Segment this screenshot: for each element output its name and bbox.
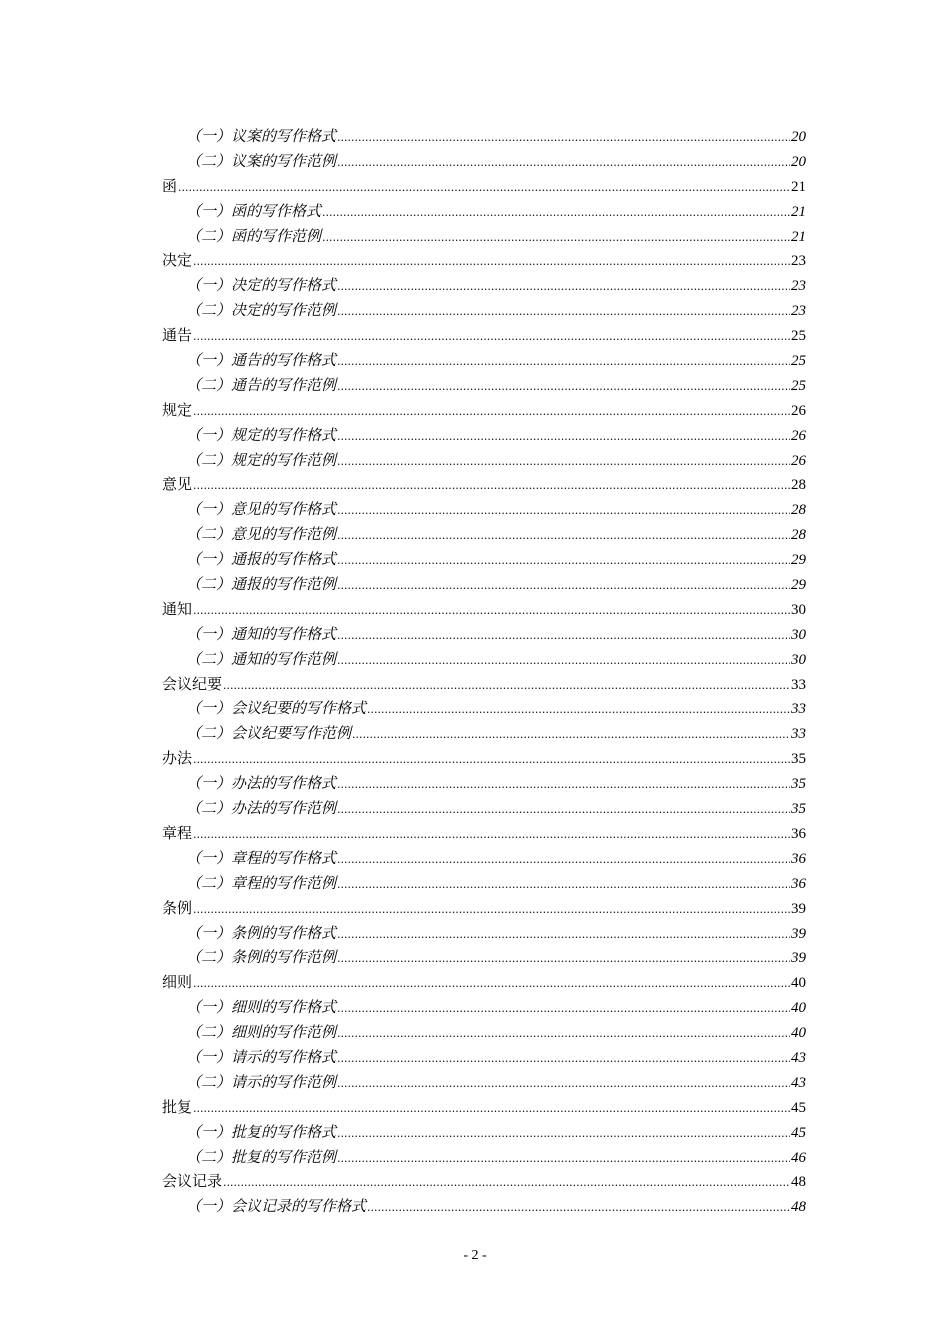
toc-entry-title: 会议纪要 bbox=[162, 674, 223, 693]
toc-entry-title: 章程 bbox=[162, 823, 193, 842]
toc-entry-page-number: 29 bbox=[791, 552, 806, 569]
toc-dot-leader bbox=[337, 1122, 790, 1147]
toc-dot-leader bbox=[337, 798, 790, 823]
toc-entry[interactable] bbox=[162, 672, 806, 697]
toc-entry-title: （一）决定的写作格式 bbox=[186, 276, 337, 295]
toc-dot-leader bbox=[223, 674, 790, 699]
toc-dot-leader bbox=[337, 450, 790, 475]
toc-dot-leader bbox=[193, 972, 790, 997]
toc-entry-page-number: 48 bbox=[791, 1174, 806, 1191]
toc-dot-leader bbox=[337, 947, 790, 972]
toc-entry-page-number: 35 bbox=[791, 776, 806, 793]
toc-dot-leader bbox=[322, 201, 790, 226]
toc-entry-page-number: 39 bbox=[791, 925, 806, 942]
toc-subentry[interactable] bbox=[162, 273, 806, 298]
toc-entry-page-number: 33 bbox=[791, 676, 806, 693]
toc-entry-page-number: 40 bbox=[791, 975, 806, 992]
toc-entry-title: （一）批复的写作格式 bbox=[186, 1122, 337, 1141]
toc-subentry[interactable] bbox=[162, 945, 806, 970]
toc-entry[interactable] bbox=[162, 597, 806, 622]
toc-entry-title: （一）函的写作格式 bbox=[186, 201, 322, 220]
toc-entry-title: （一）通告的写作格式 bbox=[186, 351, 337, 370]
toc-entry-page-number: 39 bbox=[791, 900, 806, 917]
table-of-contents bbox=[162, 124, 806, 1219]
toc-dot-leader bbox=[193, 823, 790, 848]
toc-subentry[interactable] bbox=[162, 995, 806, 1020]
toc-subentry[interactable] bbox=[162, 921, 806, 946]
toc-entry-page-number: 40 bbox=[791, 1025, 806, 1042]
page-number: - 2 - bbox=[463, 1248, 487, 1263]
toc-subentry[interactable] bbox=[162, 1120, 806, 1145]
toc-entry-title: 批复 bbox=[162, 1097, 193, 1116]
toc-entry-page-number: 43 bbox=[791, 1074, 806, 1091]
toc-dot-leader bbox=[193, 325, 790, 350]
toc-entry-page-number: 45 bbox=[791, 1124, 806, 1141]
toc-dot-leader bbox=[337, 997, 790, 1022]
toc-subentry[interactable] bbox=[162, 199, 806, 224]
toc-entry-title: 通告 bbox=[162, 326, 193, 345]
toc-dot-leader bbox=[193, 250, 790, 275]
toc-entry-title: （二）批复的写作范例 bbox=[186, 1147, 337, 1166]
toc-dot-leader bbox=[337, 848, 790, 873]
toc-dot-leader bbox=[322, 226, 790, 251]
toc-entry-page-number: 20 bbox=[791, 129, 806, 145]
toc-entry-title: （二）细则的写作范例 bbox=[186, 1023, 337, 1042]
toc-dot-leader bbox=[193, 599, 790, 624]
toc-entry-page-number: 21 bbox=[791, 203, 806, 220]
toc-dot-leader bbox=[337, 574, 790, 599]
toc-dot-leader bbox=[352, 723, 790, 748]
toc-subentry[interactable] bbox=[162, 796, 806, 821]
toc-dot-leader bbox=[337, 375, 790, 400]
toc-subentry[interactable] bbox=[162, 124, 806, 149]
toc-entry-page-number: 48 bbox=[791, 1199, 806, 1216]
toc-subentry[interactable] bbox=[162, 224, 806, 249]
toc-entry-title: （二）决定的写作范例 bbox=[186, 301, 337, 320]
toc-subentry[interactable] bbox=[162, 423, 806, 448]
toc-dot-leader bbox=[223, 1171, 790, 1196]
toc-subentry[interactable] bbox=[162, 771, 806, 796]
toc-dot-leader bbox=[337, 773, 790, 798]
toc-dot-leader bbox=[337, 524, 790, 549]
toc-entry-title: （一）会议纪要的写作格式 bbox=[186, 699, 367, 718]
toc-subentry[interactable] bbox=[162, 1145, 806, 1170]
toc-dot-leader bbox=[193, 748, 790, 773]
toc-entry-page-number: 26 bbox=[791, 402, 806, 419]
toc-dot-leader bbox=[337, 873, 790, 898]
toc-entry-page-number: 25 bbox=[791, 353, 806, 370]
toc-dot-leader bbox=[178, 176, 790, 201]
toc-subentry[interactable] bbox=[162, 1070, 806, 1095]
toc-entry-title: 通知 bbox=[162, 599, 193, 618]
toc-entry-title: 会议记录 bbox=[162, 1172, 223, 1191]
toc-dot-leader bbox=[337, 649, 790, 674]
toc-entry-page-number: 30 bbox=[791, 626, 806, 643]
toc-subentry[interactable] bbox=[162, 572, 806, 597]
toc-dot-leader bbox=[193, 474, 790, 499]
toc-entry[interactable] bbox=[162, 1169, 806, 1194]
toc-dot-leader bbox=[367, 698, 790, 723]
toc-subentry[interactable] bbox=[162, 721, 806, 746]
toc-entry-page-number: 28 bbox=[791, 527, 806, 544]
toc-subentry[interactable] bbox=[162, 1045, 806, 1070]
toc-entry-title: （一）办法的写作格式 bbox=[186, 774, 337, 793]
toc-dot-leader bbox=[337, 624, 790, 649]
toc-entry-page-number: 45 bbox=[791, 1099, 806, 1116]
toc-entry[interactable] bbox=[162, 323, 806, 348]
toc-subentry[interactable] bbox=[162, 1020, 806, 1045]
toc-entry-page-number: 36 bbox=[791, 875, 806, 892]
toc-entry-page-number: 20 bbox=[791, 153, 806, 170]
toc-entry-page-number: 28 bbox=[791, 502, 806, 519]
toc-dot-leader bbox=[337, 151, 790, 176]
toc-subentry[interactable] bbox=[162, 547, 806, 572]
toc-entry-page-number: 35 bbox=[791, 801, 806, 818]
toc-dot-leader bbox=[337, 499, 790, 524]
toc-entry-page-number: 21 bbox=[791, 178, 806, 195]
toc-entry-title: （一）条例的写作格式 bbox=[186, 923, 337, 942]
toc-entry-title: （二）议案的写作范例 bbox=[186, 151, 337, 170]
toc-entry[interactable] bbox=[162, 398, 806, 423]
toc-entry-title: （一）意见的写作格式 bbox=[186, 500, 337, 519]
toc-subentry[interactable] bbox=[162, 373, 806, 398]
toc-entry-page-number: 39 bbox=[791, 950, 806, 967]
toc-entry-title: 意见 bbox=[162, 475, 193, 494]
toc-dot-leader bbox=[193, 1097, 790, 1122]
toc-dot-leader bbox=[193, 898, 790, 923]
toc-entry-page-number: 36 bbox=[791, 850, 806, 867]
toc-subentry[interactable] bbox=[162, 448, 806, 473]
toc-entry-page-number: 40 bbox=[791, 1000, 806, 1017]
toc-entry-title: （一）请示的写作格式 bbox=[186, 1047, 337, 1066]
toc-entry-title: （一）通报的写作格式 bbox=[186, 550, 337, 569]
toc-entry-title: （二）请示的写作范例 bbox=[186, 1072, 337, 1091]
toc-entry-page-number: 23 bbox=[791, 278, 806, 295]
toc-entry-title: 条例 bbox=[162, 898, 193, 917]
toc-entry-title: （二）函的写作范例 bbox=[186, 226, 322, 245]
toc-entry-page-number: 30 bbox=[791, 601, 806, 618]
toc-entry-page-number: 23 bbox=[791, 303, 806, 320]
toc-dot-leader bbox=[337, 126, 790, 151]
toc-subentry[interactable] bbox=[162, 871, 806, 896]
toc-subentry[interactable] bbox=[162, 622, 806, 647]
toc-dot-leader bbox=[337, 300, 790, 325]
toc-dot-leader bbox=[337, 1147, 790, 1172]
toc-entry-title: 函 bbox=[162, 176, 178, 195]
toc-entry-title: （二）通知的写作范例 bbox=[186, 649, 337, 668]
toc-entry-title: （二）意见的写作范例 bbox=[186, 525, 337, 544]
toc-entry-page-number: 26 bbox=[791, 427, 806, 444]
toc-entry[interactable] bbox=[162, 1095, 806, 1120]
toc-entry-page-number: 43 bbox=[791, 1049, 806, 1066]
toc-dot-leader bbox=[337, 350, 790, 375]
toc-dot-leader bbox=[337, 1072, 790, 1097]
toc-subentry[interactable] bbox=[162, 149, 806, 174]
toc-dot-leader bbox=[193, 400, 790, 425]
toc-entry-title: （二）办法的写作范例 bbox=[186, 799, 337, 818]
toc-entry-title: （二）规定的写作范例 bbox=[186, 450, 337, 469]
toc-entry-title: 决定 bbox=[162, 251, 193, 270]
toc-dot-leader bbox=[367, 1196, 790, 1221]
toc-entry[interactable] bbox=[162, 821, 806, 846]
toc-subentry[interactable] bbox=[162, 696, 806, 721]
toc-entry-page-number: 25 bbox=[791, 377, 806, 394]
toc-entry[interactable] bbox=[162, 970, 806, 995]
toc-subentry[interactable] bbox=[162, 298, 806, 323]
toc-entry-page-number: 28 bbox=[791, 477, 806, 494]
toc-dot-leader bbox=[337, 549, 790, 574]
toc-entry-page-number: 46 bbox=[791, 1149, 806, 1166]
toc-subentry[interactable] bbox=[162, 1194, 806, 1219]
toc-entry-title: （一）会议记录的写作格式 bbox=[186, 1197, 367, 1216]
toc-entry[interactable] bbox=[162, 248, 806, 273]
toc-entry-page-number: 23 bbox=[791, 253, 806, 270]
toc-entry-page-number: 36 bbox=[791, 825, 806, 842]
toc-entry-page-number: 25 bbox=[791, 328, 806, 345]
toc-entry-page-number: 33 bbox=[791, 726, 806, 743]
toc-entry-title: （二）通报的写作范例 bbox=[186, 575, 337, 594]
toc-entry-page-number: 29 bbox=[791, 577, 806, 594]
toc-entry-page-number: 33 bbox=[791, 701, 806, 718]
toc-dot-leader bbox=[337, 425, 790, 450]
toc-subentry[interactable] bbox=[162, 647, 806, 672]
toc-entry[interactable] bbox=[162, 174, 806, 199]
toc-subentry[interactable] bbox=[162, 846, 806, 871]
toc-entry-page-number: 35 bbox=[791, 751, 806, 768]
toc-entry-page-number: 26 bbox=[791, 452, 806, 469]
toc-entry-page-number: 30 bbox=[791, 651, 806, 668]
toc-entry-title: 细则 bbox=[162, 973, 193, 992]
toc-dot-leader bbox=[337, 1022, 790, 1047]
toc-dot-leader bbox=[337, 923, 790, 948]
toc-entry-title: （一）细则的写作格式 bbox=[186, 998, 337, 1017]
toc-entry-title: （二）会议纪要写作范例 bbox=[186, 724, 352, 743]
toc-entry-title: （一）规定的写作格式 bbox=[186, 425, 337, 444]
toc-entry-title: 办法 bbox=[162, 749, 193, 768]
toc-entry-title: （一）议案的写作格式 bbox=[186, 127, 337, 145]
toc-subentry[interactable] bbox=[162, 497, 806, 522]
toc-entry[interactable] bbox=[162, 472, 806, 497]
toc-entry-title: （二）通告的写作范例 bbox=[186, 375, 337, 394]
toc-dot-leader bbox=[337, 1047, 790, 1072]
toc-dot-leader bbox=[337, 275, 790, 300]
toc-subentry[interactable] bbox=[162, 522, 806, 547]
toc-entry[interactable] bbox=[162, 746, 806, 771]
toc-entry-title: （一）通知的写作格式 bbox=[186, 624, 337, 643]
toc-entry[interactable] bbox=[162, 896, 806, 921]
toc-entry-title: （二）章程的写作范例 bbox=[186, 873, 337, 892]
toc-entry-title: 规定 bbox=[162, 400, 193, 419]
toc-entry-title: （二）条例的写作范例 bbox=[186, 948, 337, 967]
toc-entry-title: （一）章程的写作格式 bbox=[186, 848, 337, 867]
toc-entry-page-number: 21 bbox=[791, 228, 806, 245]
toc-subentry[interactable] bbox=[162, 348, 806, 373]
